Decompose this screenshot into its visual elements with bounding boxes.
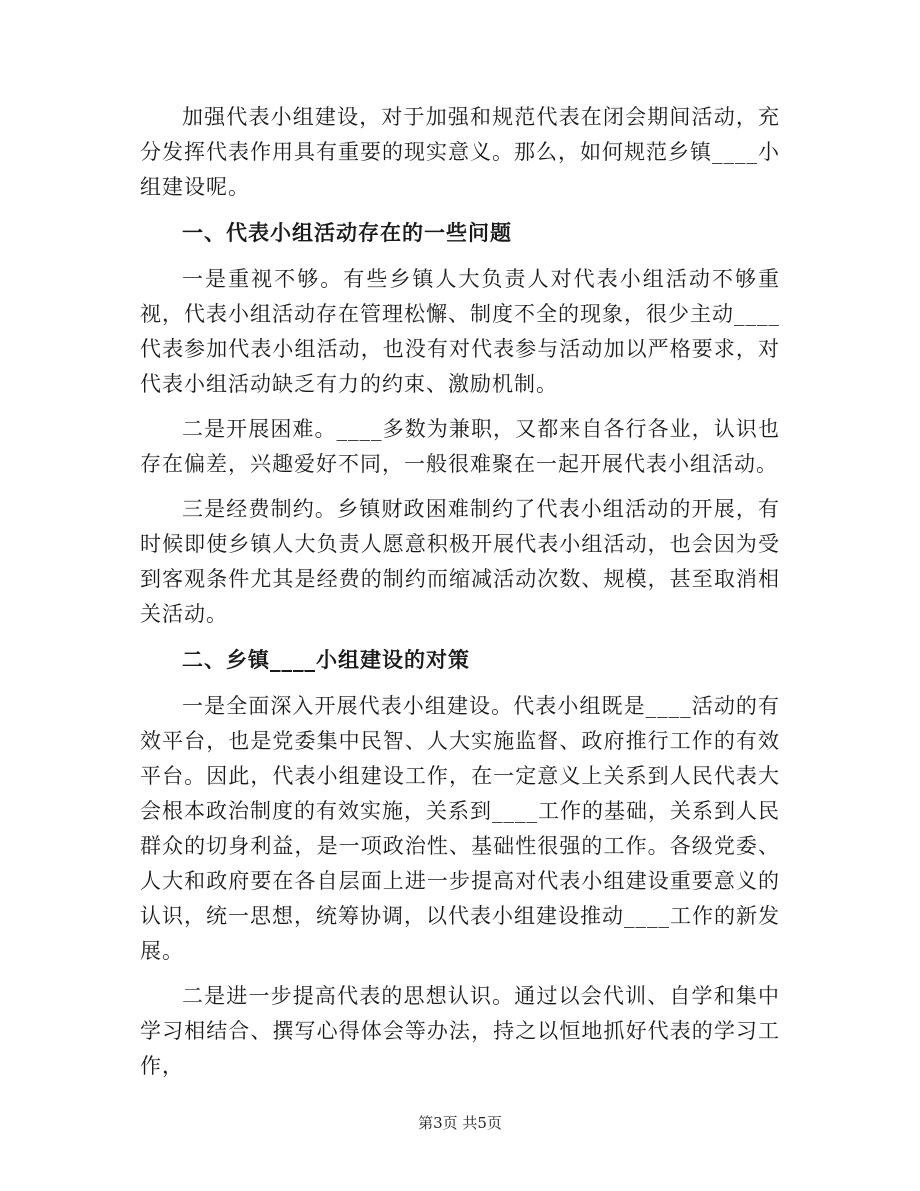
problem-paragraph-3: 三是经费制约。乡镇财政困难制约了代表小组活动的开展，有时候即使乡镇人大负责人愿意积极开展代表小组活动，也会因为受到客观条件尤其是经费的制约而缩减活动次数、规模，甚至取消相关活动。: [140, 497, 780, 626]
strategy-paragraph-2: 二是进一步提高代表的思想认识。通过以会代训、自学和集中学习相结合、撰写心得体会等办法，持之以恒地抓好代表的学习工作，: [140, 984, 780, 1078]
strategy-paragraph-1: 一是全面深入开展代表小组建设。代表小组既是____活动的有效平台，也是党委集中民智、人大实施监督、政府推行工作的有效平台。因此，代表小组建设工作，在一定意义上关系到人民代表大会根本政治制度的有效实施，关系到____工作的基础，关系到人民群众的切身利益，是一项政治性、基础性很强的工作。各级党委、人大和政府要在各自层面上进一步提高对代表小组建设重要意义的认识，统一思想，统筹协调，以代表小组建设推动____工作的新发展。: [140, 694, 780, 963]
intro-paragraph: 加强代表小组建设，对于加强和规范代表在闭会期间活动，充分发挥代表作用具有重要的现实意义。那么，如何规范乡镇____小组建设呢。: [140, 105, 780, 199]
section-heading-2: 二、乡镇____小组建设的对策: [182, 647, 470, 672]
problem-paragraph-1: 一是重视不够。有些乡镇人大负责人对代表小组活动不够重视，代表小组活动存在管理松懈、制度不全的现象，很少主动____代表参加代表小组活动，也没有对代表参与活动加以严格要求，对代表小组活动缺乏有力的约束、激励机制。: [140, 267, 780, 396]
document-body: [140, 100, 780, 1094]
page-number-footer: 第3页 共5页: [418, 1114, 502, 1132]
problem-paragraph-2: 二是开展困难。____多数为兼职，又都来自各行各业，认识也存在偏差，兴趣爱好不同，一般很难聚在一起开展代表小组活动。: [140, 417, 780, 476]
section-heading-1: 一、代表小组活动存在的一些问题: [182, 220, 512, 245]
